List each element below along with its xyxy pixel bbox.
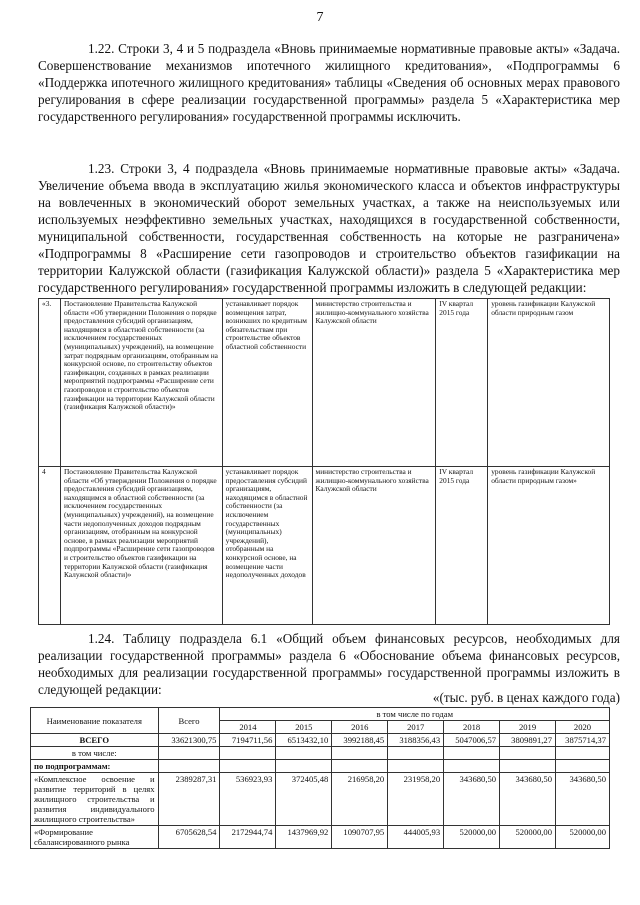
row-number: 4 (39, 467, 61, 625)
year-value: 343680,50 (556, 773, 610, 826)
unit-note: «(тыс. руб. в ценах каждого года) (432, 690, 620, 705)
year-value: 3875714,37 (556, 734, 610, 747)
expected-result: уровень газификации Калужской области природным газом» (488, 467, 610, 625)
total-label: ВСЕГО (31, 734, 159, 747)
regulation-table (38, 298, 610, 625)
including-row (31, 747, 610, 760)
by-subprograms-label: по подпрограммам: (31, 760, 159, 773)
year-value: 5047006,57 (444, 734, 500, 747)
deadline: IV квартал 2015 года (436, 467, 488, 625)
act-name: Постановление Правительства Калужской области «Об утверждении Положения о порядке предоставления субсидий организациям, находящимся в областной собственности (за исключением государственных (муниципальных) учреждений), на возмещение затрат подрядным организациям, отобранным на конкурсной основе, по строительству объектов газификации, созданных в рамках реализации мероприятий подпрограммы «Расширение сети газопроводов и строительство объектов газификации на территории Калужской области (газификация Калужской области)» (60, 299, 222, 467)
deadline: IV квартал 2015 года (436, 299, 488, 467)
year-value: 520000,00 (444, 826, 500, 849)
header-total: Всего (158, 708, 220, 734)
year-value: 343680,50 (500, 773, 556, 826)
act-name: Постановление Правительства Калужской области «Об утверждении Положения о порядке предоставления субсидий организациям, находящимся в областной собственности (за исключением государственных (муниципальных) учреждений), на возмещение части недополученных доходов подрядным организациям, отобранным на конкурсной основе, в рамках реализации мероприятий подпрограммы «Расширение сети газопроводов и строительство объектов газификации на территории Калужской области (газификация Калужской области)» (60, 467, 222, 625)
year-value: 7194711,56 (220, 734, 276, 747)
header-by-year: в том числе по годам (220, 708, 610, 721)
year-value: 3992188,45 (332, 734, 388, 747)
year-value: 372405,48 (276, 773, 332, 826)
table-row (39, 467, 610, 625)
year-value: 231958,20 (388, 773, 444, 826)
table-row (31, 826, 610, 849)
total-value: 33621300,75 (158, 734, 220, 747)
year-value: 444005,93 (388, 826, 444, 849)
year-header: 2020 (556, 721, 610, 734)
year-header: 2015 (276, 721, 332, 734)
row-number: «3. (39, 299, 61, 467)
year-value: 6513432,10 (276, 734, 332, 747)
executor: министерство строительства и жилищно-коммунального хозяйства Калужской области (312, 467, 436, 625)
year-header: 2016 (332, 721, 388, 734)
page-number: 7 (316, 10, 324, 25)
year-value: 2172944,74 (220, 826, 276, 849)
paragraph-1-23 (38, 160, 620, 296)
year-value: 536923,93 (220, 773, 276, 826)
year-value: 216958,20 (332, 773, 388, 826)
finance-table (30, 707, 610, 849)
subprogram-name: «Формирование сбалансированного рынка (31, 826, 159, 849)
year-value: 1090707,95 (332, 826, 388, 849)
including-label: в том числе: (31, 747, 159, 760)
paragraph-1-24 (38, 630, 620, 698)
year-value: 3188356,43 (388, 734, 444, 747)
table-row (31, 773, 610, 826)
paragraph-1-23-text: 1.23. Строки 3, 4 подраздела «Вновь принимаемые нормативные правовые акты» «Задача. Увеличение объема ввода в эксплуатацию жилья экономического класса и объектов инфраструктуры на вовлеченных в экономический оборот земельных участках, а также на неиспользуемых или используемых неэффективно земельных участках, находящихся в государственной собственности, муниципальной собственности, государственная собственность на которые не разграничена» «Подпрограммы 8 «Расширение сети газопроводов и строительство объектов газификации на территории Калужской области (газификация Калужской области)» раздела 5 «Характеристика мер государственного регулирования» государственной программы изложить в следующей редакции: (38, 161, 620, 295)
subprogram-name: «Комплексное освоение и развитие территорий в целях жилищного строительства и развития индивидуального жилищного строительства» (31, 773, 159, 826)
subprograms-label-row (31, 760, 610, 773)
year-value: 520000,00 (556, 826, 610, 849)
year-value: 343680,50 (444, 773, 500, 826)
year-value: 3809891,27 (500, 734, 556, 747)
table-row (39, 299, 610, 467)
header-indicator: Наименование показателя (31, 708, 159, 734)
year-header: 2014 (220, 721, 276, 734)
act-content: устанавливает порядок возмещения затрат, возникших по кредитным обязательствам при строительстве объектов областной собственности (222, 299, 312, 467)
subprogram-total: 2389287,31 (158, 773, 220, 826)
header-row (31, 708, 610, 721)
paragraph-1-24-text: 1.24. Таблицу подраздела 6.1 «Общий объем финансовых ресурсов, необходимых для реализации государственной программы» раздела 6 «Обоснование объема финансовых ресурсов, необходимых для реализации государственной программы» государственной программы изложить в следующей редакции: (38, 631, 620, 697)
paragraph-1-22-text: 1.22. Строки 3, 4 и 5 подраздела «Вновь принимаемые нормативные правовые акты» «Задача. Совершенствование механизмов ипотечного жилищного кредитования», «Подпрограммы 6 «Поддержка ипотечного жилищного кредитования» таблицы «Сведения об основных мерах правового регулирования в сфере реализации государственной программы» раздела 5 «Характеристика мер государственного регулирования» государственной программы исключить. (38, 41, 620, 124)
subprogram-total: 6705628,54 (158, 826, 220, 849)
year-header: 2017 (388, 721, 444, 734)
executor: министерство строительства и жилищно-коммунального хозяйства Калужской области (312, 299, 436, 467)
year-value: 520000,00 (500, 826, 556, 849)
total-row (31, 734, 610, 747)
expected-result: уровень газификации Калужской области природным газом (488, 299, 610, 467)
paragraph-1-22 (38, 40, 620, 125)
year-value: 1437969,92 (276, 826, 332, 849)
year-header: 2018 (444, 721, 500, 734)
year-header: 2019 (500, 721, 556, 734)
act-content: устанавливает порядок предоставления субсидий организациям, находящимся в областной собственности (за исключением государственных (муниципальных) учреждений), отобранным на конкурсной основе, на возмещение части недополученных доходов (222, 467, 312, 625)
